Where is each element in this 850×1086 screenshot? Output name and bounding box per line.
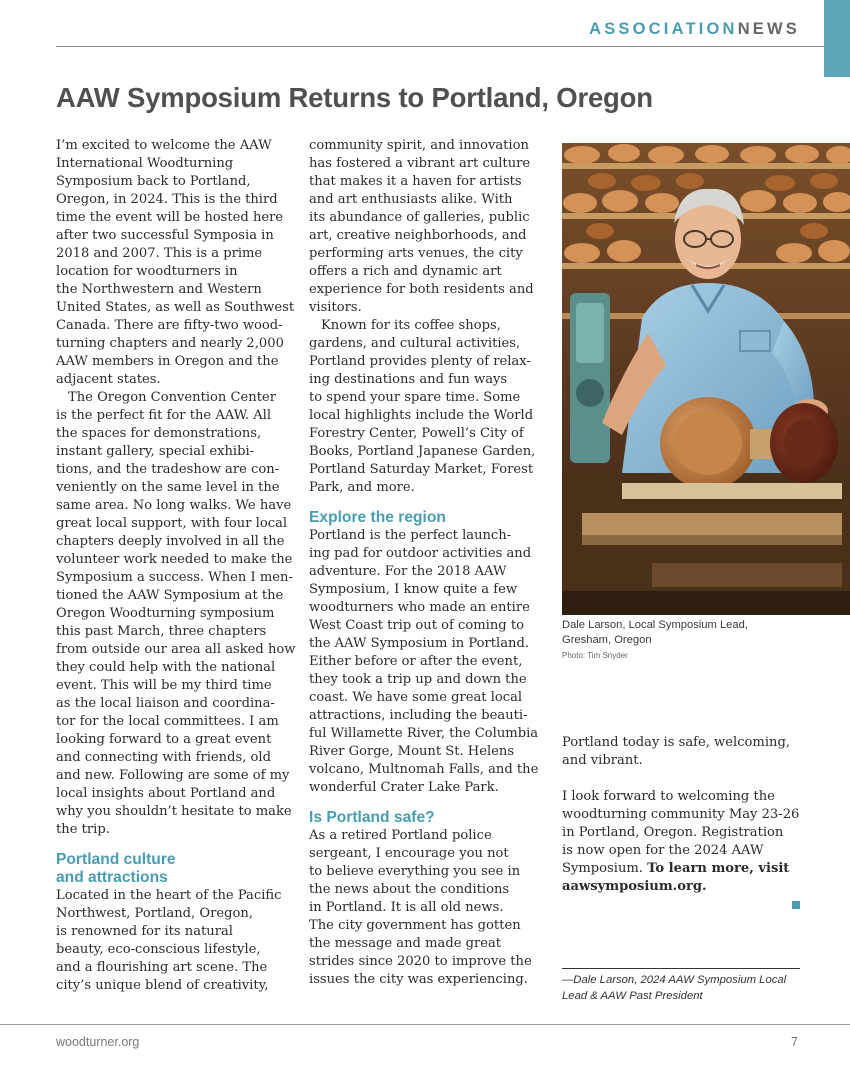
text-line: and vibrant. — [562, 753, 643, 768]
photo-credit: Photo: Tim Snyder — [562, 651, 628, 660]
text-line: to believe everything you see in — [309, 864, 521, 879]
text-line: sergeant, I encourage you not — [309, 846, 509, 861]
text-line: Portland today is safe, welcoming, — [562, 735, 791, 750]
text-line: volcano, Multnomah Falls, and the — [309, 762, 539, 777]
text-line: tioned the AAW Symposium at the — [56, 588, 284, 603]
text-line: adventure. For the 2018 AAW — [309, 564, 507, 579]
text-line: gardens, and cultural activities, — [309, 336, 521, 351]
text-line: Canada. There are fifty-two wood- — [56, 318, 283, 333]
subhead-explore: Explore the region — [309, 509, 446, 526]
text-line: is renowned for its natural — [56, 924, 233, 939]
text-line: offers a rich and dynamic art — [309, 264, 502, 279]
text-line: has fostered a vibrant art culture — [309, 156, 531, 171]
text-line: and new. Following are some of my — [56, 768, 290, 783]
text-run: Symposium. — [562, 861, 648, 876]
text-line: its abundance of galleries, public — [309, 210, 530, 225]
author-signature — [562, 972, 786, 1004]
text-line: West Coast trip out of coming to — [309, 618, 524, 633]
text-line: beauty, eco-conscious lifestyle, — [56, 942, 261, 957]
text-line: Portland provides plenty of relax- — [309, 354, 531, 369]
text-line: I look forward to welcoming the — [562, 789, 775, 804]
text-line: the Northwestern and Western — [56, 282, 262, 297]
text-line: Northwest, Portland, Oregon, — [56, 906, 253, 921]
text-line: ing pad for outdoor activities and — [309, 546, 532, 561]
text-line: the spaces for demonstrations, — [56, 426, 262, 441]
text-line: and a flourishing art scene. The — [56, 960, 268, 975]
teal-corner-tab — [824, 0, 850, 77]
end-of-article-mark — [792, 901, 800, 909]
text-line: in Portland. It is all old news. — [309, 900, 504, 915]
text-line: the news about the conditions — [309, 882, 510, 897]
text-line: experience for both residents and — [309, 282, 534, 297]
learn-more-text: To learn more, visit — [647, 861, 790, 876]
text-line: Park, and more. — [309, 480, 415, 495]
text-line: woodturning community May 23-26 — [562, 807, 800, 822]
photo-dale-larson-at-lathe — [562, 143, 850, 615]
spacer — [309, 497, 539, 509]
subhead-safe: Is Portland safe? — [309, 809, 435, 826]
text-line: Symposium, I know quite a few — [309, 582, 518, 597]
text-line: time the event will be hosted here — [56, 210, 284, 225]
text-line: AAW members in Oregon and the — [56, 354, 279, 369]
text-line: adjacent states. — [56, 372, 161, 387]
text-line: River Gorge, Mount St. Helens — [309, 744, 515, 759]
text-line: tor for the local committees. I am — [56, 714, 279, 729]
symposium-url[interactable]: aawsymposium.org. — [562, 879, 707, 894]
text-line: local highlights include the World — [309, 408, 534, 423]
footer-site[interactable]: woodturner.org — [56, 1035, 140, 1049]
spacer — [562, 770, 802, 788]
text-line: city’s unique blend of creativity, — [56, 978, 269, 993]
signature-line: —Dale Larson, 2024 AAW Symposium Local — [562, 974, 787, 986]
signature-rule — [562, 968, 800, 969]
spacer — [309, 797, 539, 809]
text-line: is the perfect fit for the AAW. All — [56, 408, 272, 423]
text-line: volunteer work needed to make the — [56, 552, 293, 567]
text-line: The Oregon Convention Center — [68, 390, 276, 405]
text-line: event. This will be my third time — [56, 678, 272, 693]
column-1 — [56, 137, 296, 995]
text-line: ing destinations and fun ways — [309, 372, 508, 387]
photo-caption — [562, 618, 748, 648]
text-line: Known for its coffee shops, — [321, 318, 501, 333]
text-line: Portland is the perfect launch- — [309, 528, 512, 543]
text-line: same area. No long walks. We have — [56, 498, 292, 513]
text-line: art, creative neighborhoods, and — [309, 228, 527, 243]
text-line: woodturners who made an entire — [309, 600, 530, 615]
subhead-culture-2: and attractions — [56, 869, 168, 886]
text-line: they took a trip up and down the — [309, 672, 527, 687]
text-line: great local support, with four local — [56, 516, 288, 531]
text-line: local insights about Portland and — [56, 786, 276, 801]
text-line: Either before or after the event, — [309, 654, 523, 669]
text-line: Oregon, in 2024. This is the third — [56, 192, 278, 207]
text-line: the message and made great — [309, 936, 502, 951]
caption-line: Dale Larson, Local Symposium Lead, — [562, 619, 748, 631]
text-line: the trip. — [56, 822, 110, 837]
text-line: and connecting with friends, old — [56, 750, 271, 765]
text-line — [562, 860, 802, 878]
text-line: performing arts venues, the city — [309, 246, 523, 261]
text-line: attractions, including the beauti- — [309, 708, 528, 723]
text-line: coast. We have some great local — [309, 690, 523, 705]
woodshop-photo-illustration — [562, 143, 850, 615]
text-line: ful Willamette River, the Columbia — [309, 726, 539, 741]
signature-line: Lead & AAW Past President — [562, 990, 703, 1002]
text-line: As a retired Portland police — [309, 828, 492, 843]
text-line: The city government has gotten — [309, 918, 521, 933]
text-line: to spend your spare time. Some — [309, 390, 521, 405]
text-line: location for woodturners in — [56, 264, 238, 279]
text-line: International Woodturning — [56, 156, 234, 171]
text-line: the AAW Symposium in Portland. — [309, 636, 530, 651]
text-line: after two successful Symposia in — [56, 228, 274, 243]
text-line: 2018 and 2007. This is a prime — [56, 246, 263, 261]
text-line: United States, as well as Southwest — [56, 300, 295, 315]
text-line: this past March, three chapters — [56, 624, 267, 639]
text-line: why you shouldn’t hesitate to make — [56, 804, 292, 819]
text-line: Portland Saturday Market, Forest — [309, 462, 534, 477]
page-number: 7 — [791, 1035, 798, 1049]
text-line: in Portland, Oregon. Registration — [562, 825, 784, 840]
caption-line: Gresham, Oregon — [562, 634, 652, 646]
text-line: turning chapters and nearly 2,000 — [56, 336, 284, 351]
text-line: Forestry Center, Powell’s City of — [309, 426, 524, 441]
text-line: Symposium a success. When I men- — [56, 570, 293, 585]
text-line: Oregon Woodturning symposium — [56, 606, 275, 621]
header-rule — [56, 46, 824, 47]
text-line: Symposium back to Portland, — [56, 174, 251, 189]
footer-rule — [0, 1024, 850, 1025]
text-line: issues the city was experiencing. — [309, 972, 528, 987]
text-line: I’m excited to welcome the AAW — [56, 138, 272, 153]
subhead-culture: Portland culture — [56, 851, 176, 868]
text-line: as the local liaison and coordina- — [56, 696, 275, 711]
text-line: from outside our area all asked how — [56, 642, 296, 657]
text-line: and art enthusiasts alike. With — [309, 192, 513, 207]
text-line: visitors. — [309, 300, 362, 315]
article-headline: AAW Symposium Returns to Portland, Oregon — [56, 82, 653, 113]
text-line: tions, and the tradeshow are con- — [56, 462, 280, 477]
spacer — [56, 839, 288, 851]
column-3 — [562, 734, 802, 896]
text-line: veniently on the same level in the — [56, 480, 280, 495]
text-line: community spirit, and innovation — [309, 138, 529, 153]
text-line: Located in the heart of the Pacific — [56, 888, 282, 903]
text-line: chapters deeply involved in all the — [56, 534, 285, 549]
text-line: wonderful Crater Lake Park. — [309, 780, 499, 795]
text-line: is now open for the 2024 AAW — [562, 843, 764, 858]
column-2 — [309, 137, 539, 989]
section-label: ASSOCIATIONNEWS — [589, 20, 800, 38]
text-line: they could help with the national — [56, 660, 276, 675]
text-line: looking forward to a great event — [56, 732, 272, 747]
text-line: that makes it a haven for artists — [309, 174, 522, 189]
text-line: instant gallery, special exhibi- — [56, 444, 255, 459]
text-line: Books, Portland Japanese Garden, — [309, 444, 536, 459]
text-line: strides since 2020 to improve the — [309, 954, 532, 969]
